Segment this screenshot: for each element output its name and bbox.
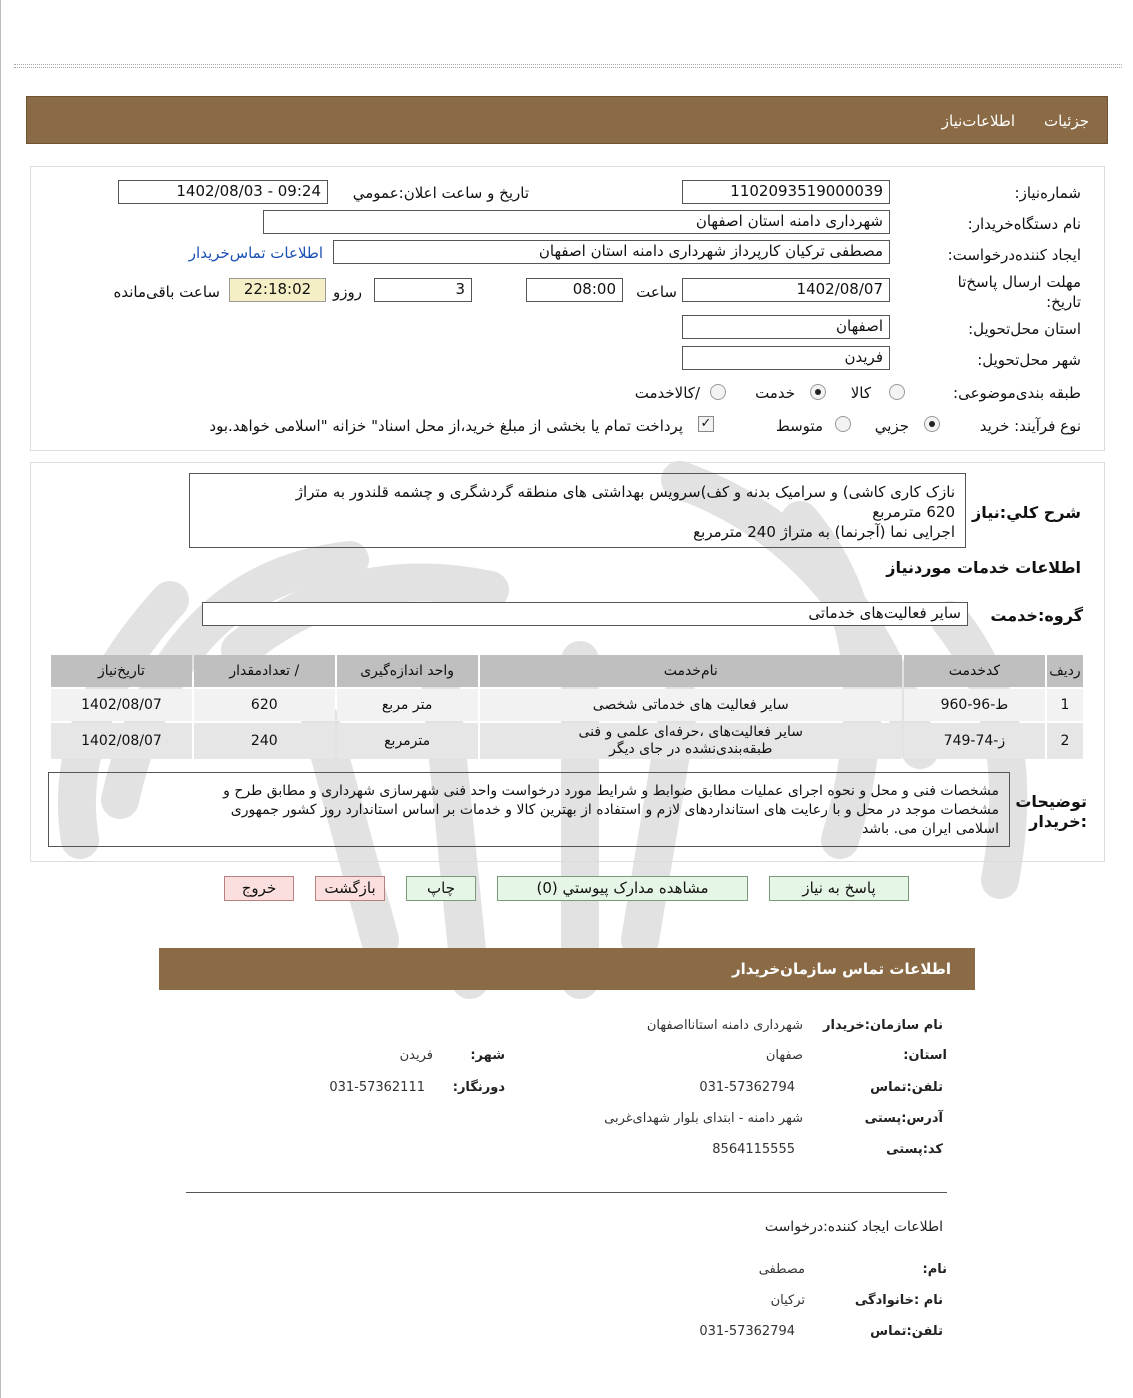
category-goods-service-label: /کالاخدمت <box>634 384 700 402</box>
deadline-date-field: 1402/08/07 <box>682 278 890 302</box>
col-unit: واحد اندازه‌گیری <box>337 655 478 687</box>
buyer-org-field: شهرداری دامنه استان اصفهان <box>263 210 890 234</box>
payment-note: پرداخت تمام یا بخشی از مبلغ خرید،از محل اسناد" خزانه "اسلامی خواهد.بود <box>209 417 683 435</box>
days-field: 3 <box>374 278 472 302</box>
cell-name <box>480 723 902 759</box>
buyer-notes-label: توضیحات :خریدار <box>1015 792 1087 831</box>
province-field: اصفهان <box>682 315 890 339</box>
remaining-timer: 22:18:02 <box>229 278 326 302</box>
cell-date: 1402/08/07 <box>51 723 192 759</box>
announce-field: 1402/08/03 - 09:24 <box>118 180 328 204</box>
description-box <box>189 473 966 548</box>
cell-row: 2 <box>1047 723 1083 759</box>
process-medium-radio[interactable] <box>835 416 851 432</box>
cell-unit: متر مربع <box>337 689 478 721</box>
col-row: رديف <box>1047 655 1083 687</box>
cell-row: 1 <box>1047 689 1083 721</box>
service-group-field: سایر فعالیت‌های خدماتی <box>202 602 968 626</box>
notes-line-3: اسلامی ایران می. باشد <box>861 821 999 837</box>
creator-phone-label: تلفن:تماس <box>870 1324 943 1339</box>
creator-family-label: نام :خانوادگی <box>854 1293 943 1308</box>
contact-address: شهر دامنه - ابتدای بلوار شهدای‌غربی <box>604 1111 803 1126</box>
contact-org: شهرداری دامنه استانااصفهان <box>646 1018 803 1033</box>
contact-fax: 031-57362111 <box>329 1080 425 1095</box>
services-title: اطلاعات خدمات موردنیاز <box>886 558 1081 577</box>
need-number-label: شماره‌نیاز: <box>1014 184 1081 202</box>
col-code: کدخدمت <box>904 655 1045 687</box>
exit-button[interactable]: خروج <box>224 876 294 901</box>
col-qty: / تعدادمقدار <box>194 655 335 687</box>
creator-family: ترکیان <box>770 1293 805 1308</box>
reply-button[interactable]: پاسخ به نیاز <box>769 876 909 901</box>
announce-label: تاريخ و ساعت اعلان:عمومي <box>352 184 529 202</box>
city-field: فریدن <box>682 346 890 370</box>
remaining-label: ساعت باقی‌مانده <box>113 283 220 301</box>
table-header-row <box>51 655 1083 687</box>
contact-city-label: شهر: <box>470 1048 505 1063</box>
creator-field: مصطفی ترکیان کارپرداز شهرداری دامنه استان اصفهان <box>333 240 890 264</box>
top-divider <box>14 64 1122 68</box>
cell-unit: مترمربع <box>337 723 478 759</box>
contact-fax-label: دورنگار: <box>452 1080 505 1095</box>
creator-phone: 031-57362794 <box>699 1324 795 1339</box>
notes-line-1: مشخصات فنی و محل و نحوه اجرای عملیات مطابق ضوابط و شرایط مورد درخواست واحد فنی شهرسازی شهرداری و مطابق طرح و <box>223 783 999 799</box>
category-goods-label: کالا <box>850 384 871 402</box>
deadline-time-field: 08:00 <box>526 278 623 302</box>
deadline-time-label: ساعت <box>636 283 677 301</box>
creator-name: مصطفی <box>758 1262 805 1277</box>
table-row <box>51 723 1083 759</box>
cell-date: 1402/08/07 <box>51 689 192 721</box>
contact-org-label: نام سازمان:خریدار <box>823 1018 943 1033</box>
contact-province: صفهان <box>765 1048 803 1063</box>
table-row <box>51 689 1083 721</box>
view-documents-button[interactable]: مشاهده مدارک پیوستي (0) <box>497 876 748 901</box>
details-header-bar <box>26 96 1108 144</box>
province-label: استان محل‌تحویل: <box>968 320 1081 338</box>
cell-qty: 240 <box>194 723 335 759</box>
col-date: تاريخ‌نياز <box>51 655 192 687</box>
contact-phone-label: تلفن:تماس <box>870 1080 943 1095</box>
cell-code: ط-96-960 <box>904 689 1045 721</box>
category-label: طبقه بندی‌موضوعی: <box>953 384 1081 402</box>
tab-details[interactable]: جزئیات <box>1044 112 1089 130</box>
contact-postal-label: کد:پستی <box>886 1142 943 1157</box>
cell-name: سایر فعالیت های خدماتی شخصی <box>480 689 902 721</box>
payment-checkbox[interactable]: ✓ <box>698 416 714 432</box>
cell-name-line-1: سایر فعالیت‌های ،حرفه‌ای علمی و فنی <box>578 724 803 740</box>
cell-code: ز-74-749 <box>904 723 1045 759</box>
process-label: نوع فرآیند: خرید <box>979 417 1081 435</box>
category-service-label: خدمت <box>755 384 795 402</box>
description-line-2: 620 مترمربع <box>872 503 955 521</box>
creator-name-label: نام: <box>922 1262 947 1277</box>
contact-province-label: استان: <box>903 1048 947 1063</box>
tab-need-info[interactable]: اطلاعات‌نیاز <box>941 112 1015 130</box>
cell-qty: 620 <box>194 689 335 721</box>
contact-address-label: آدرس:پستی <box>864 1111 943 1126</box>
col-name: نام‌خدمت <box>480 655 902 687</box>
contact-header-bar <box>159 948 975 990</box>
print-button[interactable]: چاپ <box>406 876 476 901</box>
process-minor-radio[interactable] <box>924 416 940 432</box>
category-service-radio[interactable] <box>810 384 826 400</box>
services-table <box>49 653 1085 761</box>
description-label: شرح کلي:نياز <box>972 503 1081 522</box>
page-left-border <box>0 0 1 1398</box>
contact-postal: 8564115555 <box>712 1142 795 1157</box>
contact-city: فریدن <box>399 1048 433 1063</box>
contact-title: اطلاعات تماس سازمان‌خریدار <box>731 960 951 978</box>
contact-divider <box>186 1192 947 1193</box>
creator-info-title: اطلاعات ایجاد کننده:درخواست <box>764 1219 943 1235</box>
description-line-1: نازک کاری کاشی) و سرامیک بدنه و کف)سرویس بهداشتی های منطقه گردشگری و چشمه قلندور به متراژ <box>295 483 955 501</box>
buyer-notes-box <box>48 772 1010 847</box>
buyer-org-label: نام دستگاه‌خریدار: <box>967 215 1081 233</box>
cell-name-line-2: طبقه‌بندی‌نشده در جای دیگر <box>609 741 773 757</box>
process-minor-label: جزیي <box>874 417 909 435</box>
back-button[interactable]: بازگشت <box>315 876 385 901</box>
need-number-field: 1102093519000039 <box>682 180 890 204</box>
category-goods-service-radio[interactable] <box>710 384 726 400</box>
city-label: شهر محل‌تحویل: <box>977 351 1081 369</box>
contact-phone: 031-57362794 <box>699 1080 795 1095</box>
category-goods-radio[interactable] <box>889 384 905 400</box>
creator-label: ایجاد کننده‌درخواست: <box>947 246 1081 264</box>
deadline-label: مهلت ارسال پاسخ‌تا تاریخ: <box>957 273 1081 311</box>
service-group-label: گروه‌:خدمت <box>990 606 1083 625</box>
description-line-3: اجرایی نما (آجرنما) به متراژ 240 مترمربع <box>693 523 955 541</box>
notes-line-2: مشخصات موجد در محل و با رعایت های استانداردهای لازم و استفاده از بهترین کالا و خدمات بر اساس استاندارد روز کشور جمهوری <box>230 802 999 818</box>
buyer-contact-link[interactable]: اطلاعات تماس‌خریدار <box>188 244 323 262</box>
process-medium-label: متوسط <box>775 417 823 435</box>
days-label: روزو <box>333 283 362 301</box>
